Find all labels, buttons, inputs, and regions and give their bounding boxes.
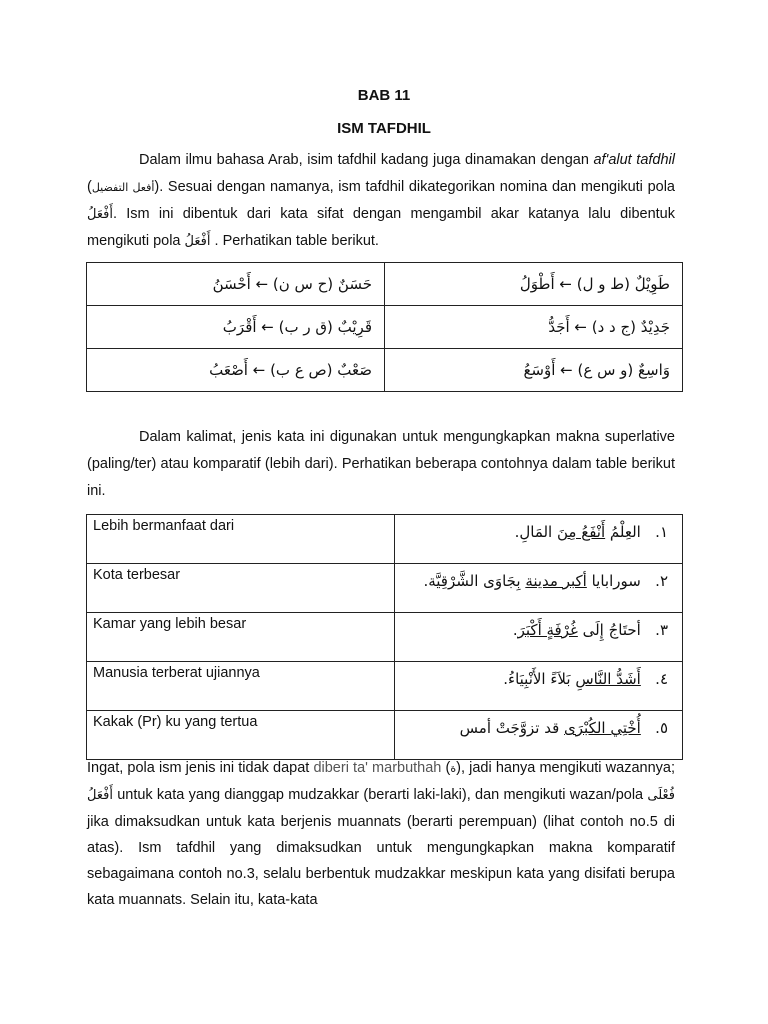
page-title: ISM TAFDHIL (337, 120, 431, 137)
arabic-pattern-2: أَفْعَلُ (184, 234, 211, 249)
note-paragraph (87, 755, 675, 913)
arabic-example-cell (395, 564, 683, 613)
table-cell-right: صَعْبٌ (ص ع ب) ← أَصْعَبُ (87, 349, 385, 392)
translation-cell: Kota terbesar (87, 564, 395, 613)
note-text-2: ), jadi hanya mengikuti wazannya; (456, 760, 675, 776)
table-cell-left: طَوِيْلٌ (ط و ل) ← أَطْوَلُ (385, 263, 683, 306)
arabic-example-cell (395, 613, 683, 662)
table-row (87, 263, 683, 306)
table-row (87, 613, 683, 662)
intro-text-3: . Perhatikan table berikut. (210, 233, 379, 249)
example-text-post: . (512, 621, 518, 639)
example-highlight: غُرْفَةٍ أَكْبَرَ (517, 621, 578, 639)
example-highlight: أَشَدُّ النَّاسِ (575, 670, 641, 688)
arabic-example-cell (395, 662, 683, 711)
arabic-pattern-mudzakkar: أَفْعَلُ (87, 788, 113, 803)
table-row (87, 306, 683, 349)
example-highlight: أُخْتِي الكُبْرَى (564, 719, 641, 737)
table-row (87, 662, 683, 711)
note-paren-open: ( (441, 760, 451, 776)
translation-cell: Kamar yang lebih besar (87, 613, 395, 662)
table-row (87, 349, 683, 392)
example-text-post: المَالِ. (514, 523, 557, 541)
example-number: ٣. (655, 621, 668, 639)
note-text-1: Ingat, pola ism jenis ini tidak dapat (87, 760, 314, 776)
translation-cell: Lebih bermanfaat dari (87, 515, 395, 564)
arabic-example-cell (395, 515, 683, 564)
arabic-example-cell (395, 711, 683, 760)
note-gray-term: diberi ta' marbuthah (313, 760, 442, 776)
example-text-pre: العِلْمُ (605, 523, 641, 541)
table-cell-right: حَسَنٌ (ح س ن) ← أَحْسَنُ (87, 263, 385, 306)
table-row (87, 711, 683, 760)
arabic-term-name: أفعل التفضيل (91, 181, 155, 194)
example-highlight: أكبر مدينة (525, 572, 587, 590)
example-number: ٥. (655, 719, 668, 737)
derivation-table (86, 262, 683, 392)
examples-table (86, 514, 683, 760)
table-row (87, 564, 683, 613)
intro-paragraph (87, 147, 675, 255)
note-text-3: untuk kata yang dianggap mudzakkar (berarti laki-laki), dan mengikuti wazan/pola (112, 787, 648, 803)
table-cell-left: وَاسِعٌ (و س ع) ← أَوْسَعُ (385, 349, 683, 392)
example-text-post: بِجَاوَى الشَّرْقِيَّة. (423, 572, 526, 590)
usage-paragraph: Dalam kalimat, jenis kata ini digunakan untuk mengungkapkan makna superlative (paling/ter) atau komparatif (lebih dari). Perhatikan beberapa contohnya dalam table berikut ini. (87, 429, 675, 499)
intro-italic-term: af'alut tafdhil (593, 152, 675, 168)
intro-paren-close: ). Sesuai dengan namanya, ism tafdhil dikategorikan nomina dan mengikuti pola (154, 179, 675, 195)
example-text-post: بَلاَءً الأَنْبِيَاءُ. (503, 670, 576, 688)
example-number: ٢. (655, 572, 668, 590)
arabic-pattern: أَفْعَلُ (87, 207, 113, 222)
ta-marbuthah-glyph: ة (450, 762, 457, 775)
intro-text-2: . Ism ini dibentuk dari kata sifat dengan mengambil akar katanya lalu dibentuk mengikuti pola (87, 206, 675, 249)
example-number: ٤. (655, 670, 668, 688)
example-text-pre: أحتَاجُ إِلَى (577, 621, 641, 639)
table-cell-left: جَدِيْدٌ (ج د د) ← أَجَدُّ (385, 306, 683, 349)
example-number: ١. (655, 523, 668, 541)
example-text-pre: سورابايا (586, 572, 641, 590)
table-row (87, 515, 683, 564)
arabic-pattern-muannats: فُعْلَى (647, 788, 675, 803)
intro-text-1: Dalam ilmu bahasa Arab, isim tafdhil kadang juga dinamakan dengan (139, 152, 594, 168)
intro-paren-open: ( (87, 179, 92, 195)
translation-cell: Kakak (Pr) ku yang tertua (87, 711, 395, 760)
table-cell-right: قَرِيْبٌ (ق ر ب) ← أَقْرَبُ (87, 306, 385, 349)
note-text-4: jika dimaksudkan untuk kata berjenis muannats (berarti perempuan) (lihat contoh no.5 di atas). Ism tafdhil yang dimaksudkan untuk mengungkapkan makna komparatif sebagaimana contoh no.3, selalu berbentuk mudzakkar meskipun kata yang disifati berupa kata muannats. Selain itu, kata-kata (87, 814, 675, 908)
chapter-heading: BAB 11 (357, 87, 411, 104)
example-highlight: أَنْفَعُ مِنَ (557, 523, 606, 541)
example-text-post: قد تزوَّجَتْ أمس (459, 719, 565, 737)
translation-cell: Manusia terberat ujiannya (87, 662, 395, 711)
